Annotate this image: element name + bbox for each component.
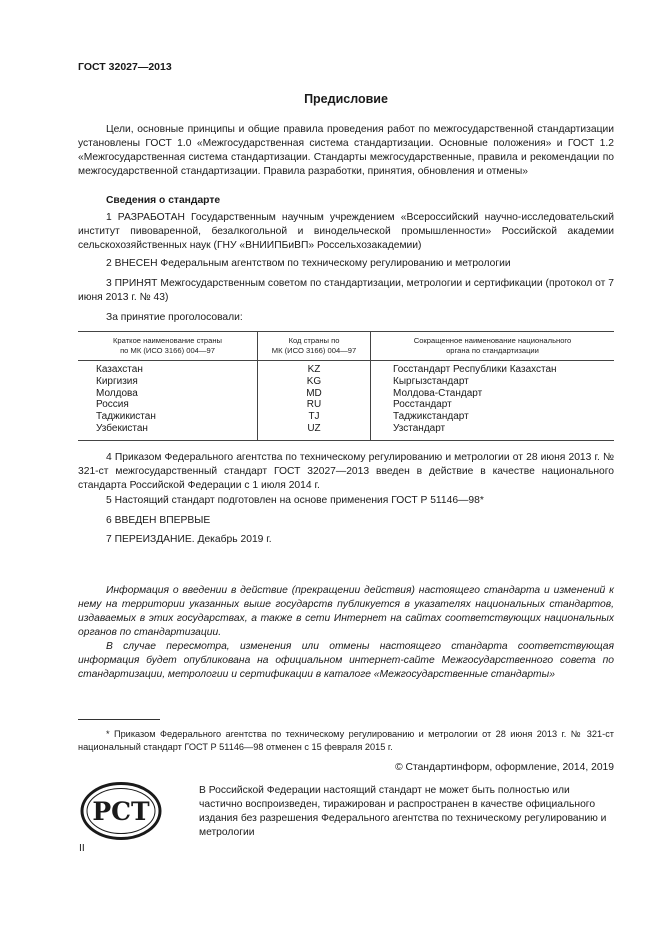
country-cell: Узбекистан bbox=[78, 423, 258, 440]
country-cell: Казахстан bbox=[96, 364, 143, 375]
code-cell: RU bbox=[258, 399, 371, 411]
item-2-introduced: 2 ВНЕСЕН Федеральным агентством по техническому регулированию и метрологии bbox=[106, 258, 511, 269]
code-cell: KG bbox=[258, 376, 371, 388]
table-row bbox=[78, 388, 614, 400]
body-cell: Таджикстандарт bbox=[371, 411, 615, 423]
page-title: Предисловие bbox=[304, 92, 388, 106]
item-5-basis: 5 Настоящий стандарт подготовлен на основе применения ГОСТ Р 51146—98* bbox=[106, 495, 484, 506]
intro-paragraph: Цели, основные принципы и общие правила проведения работ по межгосударственной стандартизации установлены ГОСТ 1.0 «Межгосударственная система стандартизации. Основные положения» и ГОСТ 1.2 «Межгосударственная система стандартизации. Стандарты межгосударственные, правила и рекомендации по межгосударственной стандартизации. Правила разработки, принятия, обновления и отмены» bbox=[78, 124, 614, 177]
logo-text: РСТ bbox=[92, 797, 150, 826]
body-cell: Узстандарт bbox=[371, 423, 615, 440]
table-row bbox=[78, 423, 614, 440]
note-info-publication: Информация о введении в действие (прекращении действия) настоящего стандарта и изменений к нему на территории указанных выше государств публикуется в указателях национальных стандартов, издаваемых в этих государствах, а также в сети Интернет на сайтах соответствующих национальных органов по стандартизации. bbox=[78, 585, 614, 638]
voted-label: За принятие проголосовали: bbox=[106, 312, 243, 323]
item-6-first-introduced: 6 ВВЕДЕН ВПЕРВЫЕ bbox=[106, 515, 211, 526]
standard-code: ГОСТ 32027—2013 bbox=[78, 61, 172, 73]
table-row bbox=[78, 376, 614, 388]
rights-notice: В Российской Федерации настоящий стандарт не может быть полностью или частично воспроизведен, тиражирован и распространен в качестве официального издания без разрешения Федерального агентства по техническому регулированию и метрологии bbox=[199, 785, 607, 838]
country-cell: Россия bbox=[96, 399, 129, 411]
col-body-header: Сокращенное наименование национального органа по стандартизации bbox=[371, 332, 615, 361]
copyright: © Стандартинформ, оформление, 2014, 2019 bbox=[395, 762, 614, 773]
table-header-row bbox=[78, 332, 614, 361]
item-4-order: 4 Приказом Федерального агентства по техническому регулированию и метрологии от 28 июня 2013 г. № 321-ст межгосударственный стандарт ГОСТ 32027—2013 введен в действие в качестве национального стандарта Российской Федерации с 1 июля 2014 г. bbox=[78, 452, 614, 491]
table-row bbox=[78, 399, 614, 411]
body-cell: Молдова-Стандарт bbox=[371, 388, 615, 400]
info-heading: Сведения о стандарте bbox=[106, 195, 221, 206]
code-cell: KZ bbox=[258, 361, 371, 376]
body-cell: Кыргызстандарт bbox=[371, 376, 615, 388]
col-country-header: Краткое наименование страны по МК (ИСО 3166) 004—97 bbox=[78, 332, 258, 361]
body-cell: Госстандарт Республики Казахстан bbox=[371, 361, 615, 376]
item-1-developed: 1 РАЗРАБОТАН Государственным научным учреждением «Всероссийский научно-исследовательский институт пивоваренной, безалкогольной и винодельческой промышленности» Российской академии сельскохозяйственных наук (ГНУ «ВНИИПБиВП» Россельхозакадемии) bbox=[78, 212, 614, 251]
note-revision: В случае пересмотра, изменения или отмены настоящего стандарта соответствующая информация будет опубликована на официальном интернет-сайте Межгосударственного совета по стандартизации, метрологии и сертификации в каталоге «Межгосударственные стандарты» bbox=[78, 641, 614, 680]
code-cell: TJ bbox=[258, 411, 371, 423]
voting-countries-table bbox=[78, 331, 614, 441]
country-cell: Киргизия bbox=[96, 375, 138, 387]
footnote: * Приказом Федерального агентства по техническому регулированию и метрологии от 28 июня 2013 г. № 321-ст национальный стандарт ГОСТ Р 51146—98 отменен с 15 февраля 2015 г. bbox=[78, 729, 614, 752]
code-cell: UZ bbox=[258, 423, 371, 440]
code-cell: MD bbox=[258, 388, 371, 400]
item-7-reissue: 7 ПЕРЕИЗДАНИЕ. Декабрь 2019 г. bbox=[106, 534, 272, 545]
country-cell: Таджикистан bbox=[96, 411, 156, 423]
body-cell: Росстандарт bbox=[371, 399, 615, 411]
country-cell: Молдова bbox=[96, 387, 138, 399]
page-number: II bbox=[79, 843, 85, 854]
table-row bbox=[78, 411, 614, 423]
item-3-adopted: 3 ПРИНЯТ Межгосударственным советом по стандартизации, метрологии и сертификации (протокол от 7 июня 2013 г. № 43) bbox=[78, 278, 614, 303]
footnote-divider bbox=[78, 719, 160, 720]
table-row bbox=[78, 361, 614, 376]
col-code-header: Код страны по МК (ИСО 3166) 004—97 bbox=[258, 332, 371, 361]
rst-certification-mark-icon bbox=[80, 781, 162, 841]
